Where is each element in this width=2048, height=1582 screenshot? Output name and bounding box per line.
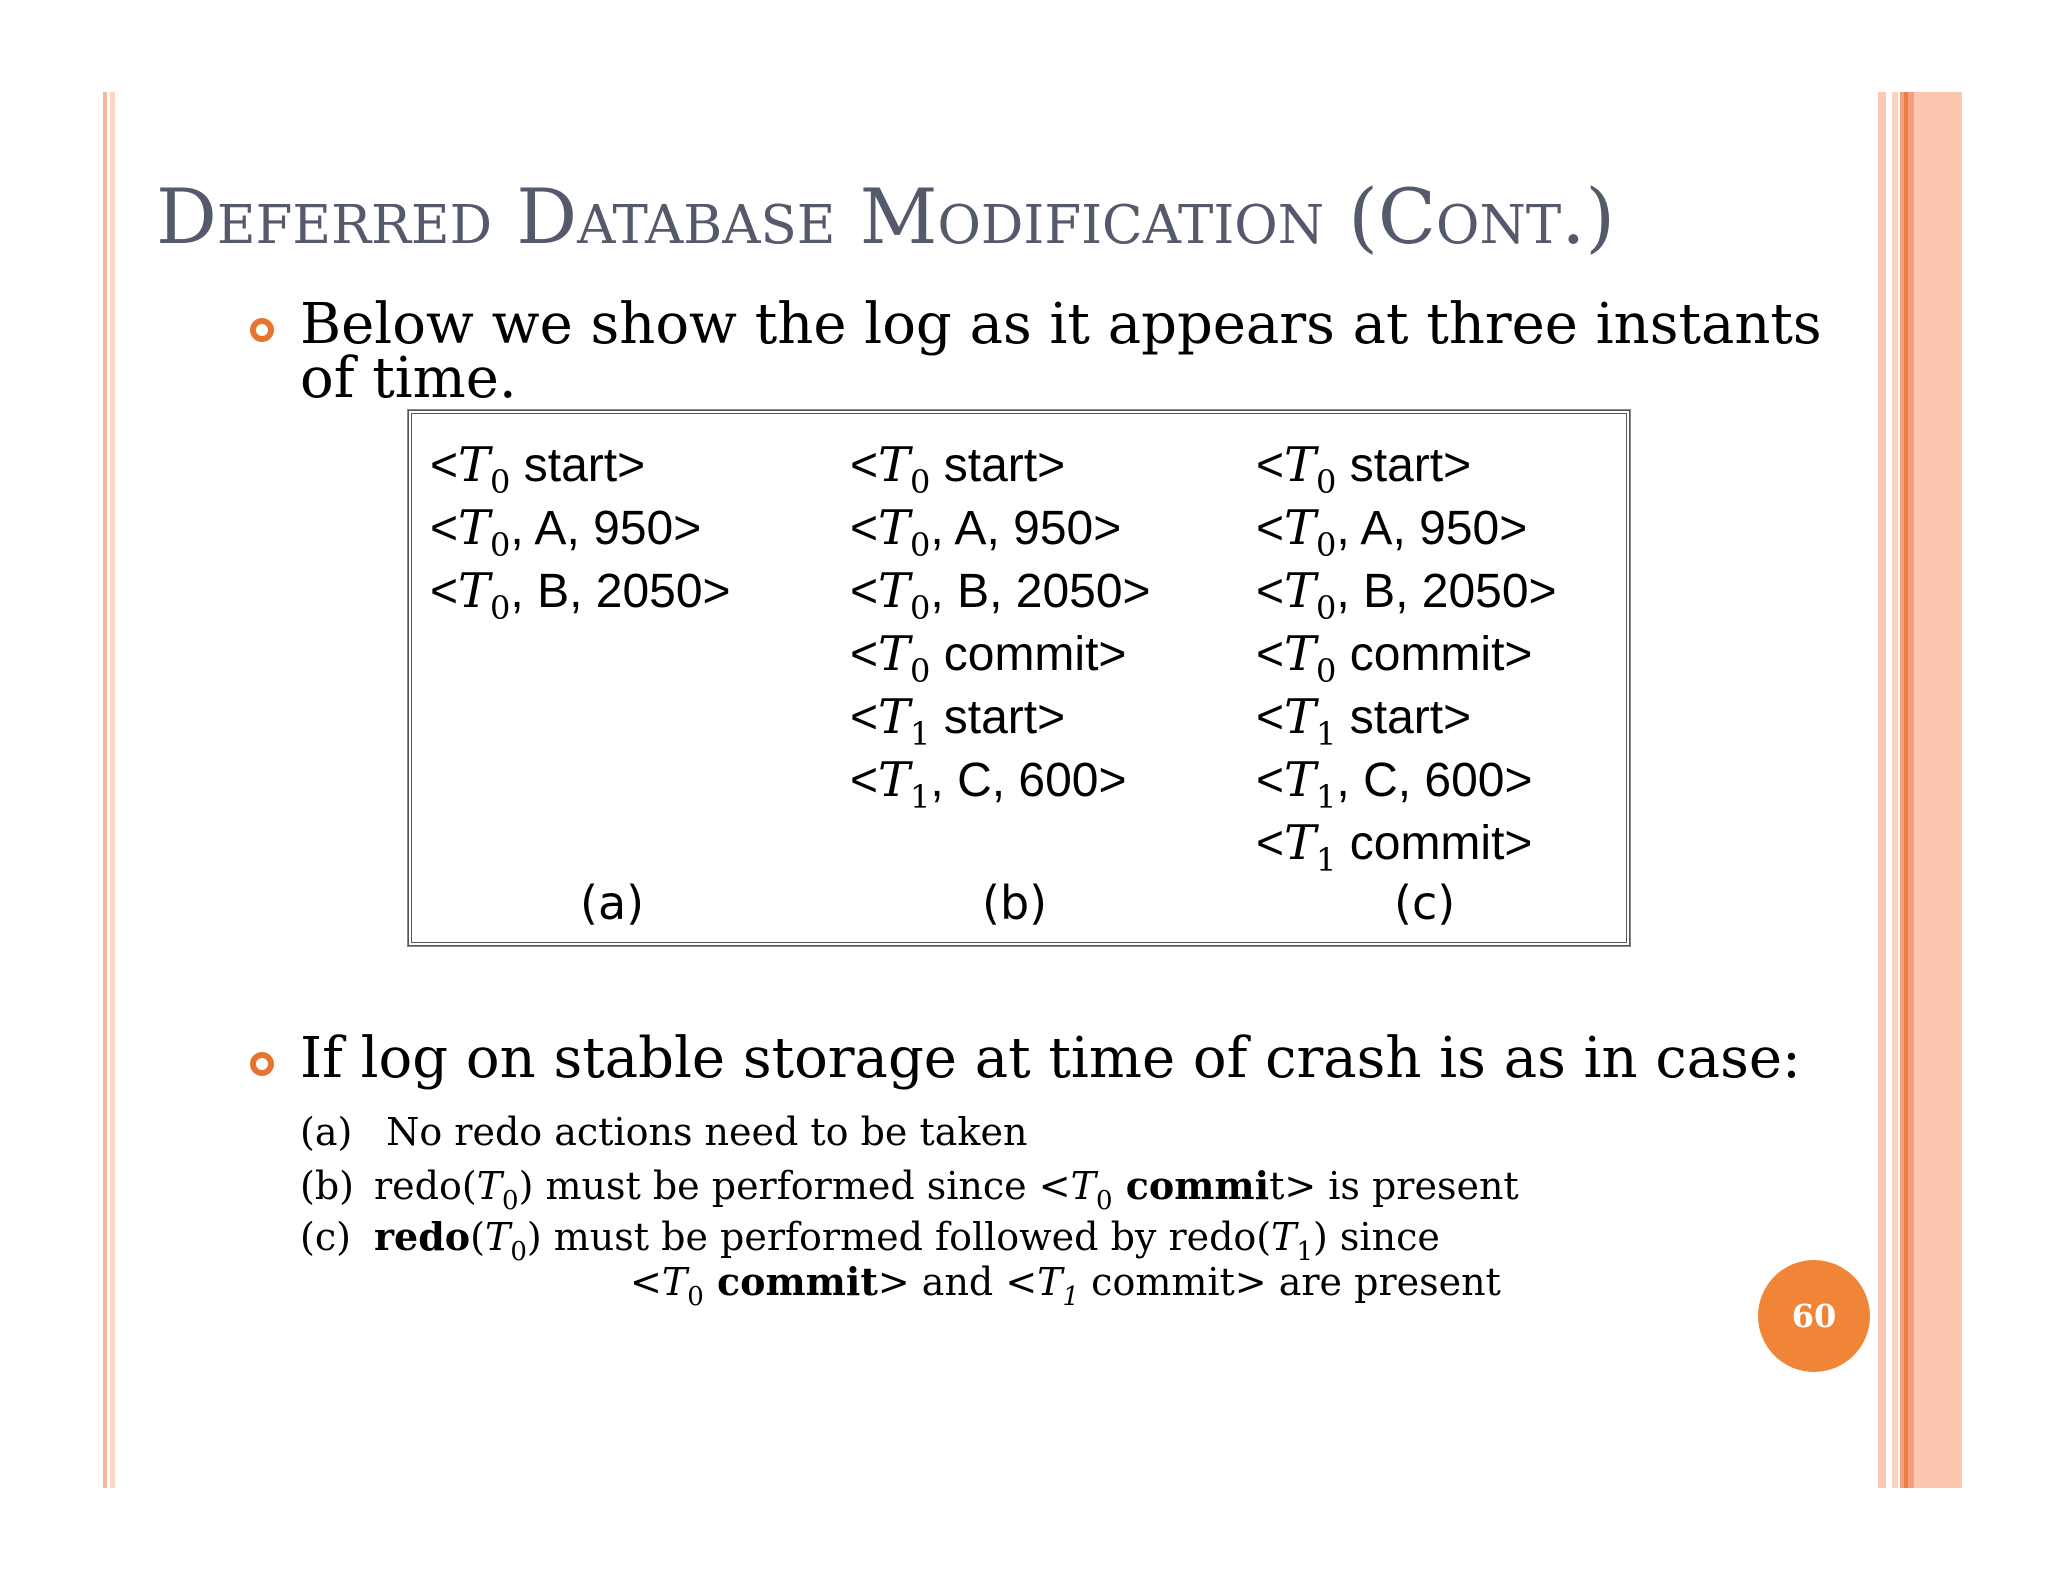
log-column-c — [1256, 434, 1557, 879]
log-transaction-var: T — [1284, 815, 1317, 871]
bullet-text-2: If log on stable storage at time of crash is as in case: — [300, 1026, 1801, 1091]
log-entry-text: , A, 950> — [1336, 502, 1528, 555]
log-entry-text: start> — [1336, 691, 1472, 744]
log-entry — [1256, 686, 1557, 753]
log-transaction-subscript: 0 — [910, 463, 931, 501]
case-b-line — [300, 1163, 1519, 1216]
case-bold-text: commi — [1112, 1163, 1270, 1208]
case-subscript: 1 — [1296, 1237, 1314, 1267]
case-text: ( — [470, 1215, 485, 1259]
log-entry-text: commit> — [1336, 817, 1533, 870]
log-caption-a: (a) — [580, 876, 645, 930]
log-transaction-var: T — [1284, 437, 1317, 493]
slide-title: Deferred Database Modification (Cont.) — [156, 172, 1616, 261]
log-transaction-var: T — [1284, 752, 1317, 808]
log-entry — [850, 560, 1151, 627]
case-var: T — [1271, 1215, 1297, 1259]
right-stripe-1 — [1878, 92, 1886, 1488]
bullet-line-2: of time. — [300, 346, 517, 411]
log-transaction-subscript: 0 — [910, 652, 931, 690]
log-column-b — [850, 434, 1151, 816]
log-transaction-var: T — [458, 437, 491, 493]
case-label: (c) — [300, 1215, 351, 1259]
log-transaction-var: T — [458, 500, 491, 556]
log-entry — [430, 560, 731, 627]
log-transaction-subscript: 0 — [910, 526, 931, 564]
case-subscript: 1 — [1062, 1282, 1080, 1312]
page-number-badge: 60 — [1758, 1260, 1870, 1372]
log-entry — [1256, 623, 1557, 690]
case-subscript: 0 — [687, 1282, 704, 1312]
log-transaction-var: T — [1284, 626, 1317, 682]
case-text: t> is present — [1269, 1164, 1519, 1208]
case-var: T — [661, 1260, 688, 1304]
log-entry — [1256, 749, 1557, 816]
log-transaction-var: T — [878, 500, 911, 556]
bullet-ring-icon — [250, 1052, 274, 1076]
bullet-text-1 — [300, 292, 1822, 411]
case-text: ) since — [1313, 1215, 1440, 1259]
log-bracket: < — [430, 565, 459, 618]
left-decorative-stripe — [103, 92, 107, 1488]
log-caption-b: (b) — [982, 876, 1048, 930]
log-transaction-var: T — [1284, 689, 1317, 745]
log-entry — [1256, 434, 1557, 501]
case-c-continuation — [630, 1259, 1501, 1312]
log-transaction-var: T — [458, 563, 491, 619]
right-decorative-stripes — [1878, 92, 1962, 1488]
log-bracket: < — [1256, 502, 1285, 555]
log-transaction-var: T — [878, 689, 911, 745]
log-entry — [850, 623, 1151, 690]
case-label: (b) — [300, 1164, 354, 1208]
log-bracket: < — [850, 754, 879, 807]
log-bracket: < — [1256, 565, 1285, 618]
case-var: T — [1070, 1164, 1096, 1208]
case-label: (a) — [300, 1110, 353, 1154]
log-entry — [850, 497, 1151, 564]
log-bracket: < — [430, 439, 459, 492]
log-entry — [430, 434, 731, 501]
log-bracket: < — [430, 502, 459, 555]
log-entry — [850, 686, 1151, 753]
log-transaction-subscript: 1 — [910, 715, 931, 753]
log-entry-text: , C, 600> — [1336, 754, 1533, 807]
case-bold-text: commit — [703, 1259, 878, 1304]
log-entry — [430, 497, 731, 564]
log-transaction-subscript: 1 — [1316, 841, 1337, 879]
case-c-line — [300, 1214, 1440, 1267]
log-bracket: < — [850, 502, 879, 555]
log-entry-text: start> — [930, 439, 1066, 492]
log-bracket: < — [850, 628, 879, 681]
right-stripe-2 — [1892, 92, 1898, 1488]
case-subscript: 0 — [502, 1186, 519, 1216]
log-transaction-var: T — [878, 563, 911, 619]
log-transaction-subscript: 0 — [1316, 526, 1337, 564]
log-transaction-subscript: 0 — [1316, 589, 1337, 627]
right-stripe-5 — [1914, 92, 1962, 1488]
log-entry-text: , C, 600> — [930, 754, 1127, 807]
log-transaction-var: T — [1284, 500, 1317, 556]
left-decorative-stripe-light — [110, 92, 115, 1488]
case-text: commit> are present — [1079, 1260, 1501, 1304]
log-entry-text: start> — [510, 439, 646, 492]
case-bold-text: redo — [374, 1214, 471, 1259]
log-caption-c: (c) — [1394, 876, 1456, 930]
log-transaction-subscript: 0 — [490, 526, 511, 564]
log-entry-text: , B, 2050> — [510, 565, 731, 618]
log-bracket: < — [850, 691, 879, 744]
case-text: No redo actions need to be taken — [386, 1110, 1028, 1154]
log-bracket: < — [850, 439, 879, 492]
log-transaction-subscript: 1 — [1316, 715, 1337, 753]
case-subscript: 0 — [1095, 1186, 1113, 1216]
log-transaction-var: T — [1284, 563, 1317, 619]
bullet-line-1: Below we show the log as it appears at three instants — [300, 292, 1822, 357]
log-transaction-subscript: 0 — [490, 463, 511, 501]
log-entry-text: commit> — [1336, 628, 1533, 681]
log-transaction-subscript: 0 — [1316, 463, 1337, 501]
log-entry — [850, 749, 1151, 816]
case-text: ) must be performed followed by redo( — [526, 1215, 1272, 1259]
log-transaction-var: T — [878, 437, 911, 493]
case-a-line — [300, 1110, 1027, 1154]
log-entry-text: , B, 2050> — [1336, 565, 1557, 618]
log-entry-text: , A, 950> — [930, 502, 1122, 555]
case-var: T — [476, 1164, 503, 1208]
log-bracket: < — [1256, 817, 1285, 870]
right-stripe-4 — [1904, 92, 1908, 1488]
log-transaction-subscript: 1 — [1316, 778, 1337, 816]
log-transaction-subscript: 1 — [910, 778, 931, 816]
case-var: T — [484, 1215, 511, 1259]
log-bracket: < — [1256, 628, 1285, 681]
case-var: T — [1037, 1260, 1063, 1304]
log-bracket: < — [850, 565, 879, 618]
log-column-a — [430, 434, 731, 627]
log-bracket: < — [1256, 754, 1285, 807]
log-entry-text: commit> — [930, 628, 1127, 681]
log-transaction-subscript: 0 — [1316, 652, 1337, 690]
case-text: ) must be performed since < — [518, 1164, 1071, 1208]
log-bracket: < — [1256, 691, 1285, 744]
log-entry — [850, 434, 1151, 501]
log-transaction-subscript: 0 — [490, 589, 511, 627]
case-text: > and < — [877, 1260, 1038, 1304]
log-transaction-var: T — [878, 752, 911, 808]
log-bracket: < — [1256, 439, 1285, 492]
log-entry — [1256, 812, 1557, 879]
log-entry-text: , B, 2050> — [930, 565, 1151, 618]
case-text: redo( — [374, 1164, 477, 1208]
case-subscript: 0 — [510, 1237, 527, 1267]
case-text: < — [630, 1260, 662, 1304]
log-entry-text: start> — [1336, 439, 1472, 492]
log-figure — [408, 410, 1630, 946]
log-transaction-subscript: 0 — [910, 589, 931, 627]
log-entry — [1256, 497, 1557, 564]
bullet-ring-icon — [250, 318, 274, 342]
log-entry-text: , A, 950> — [510, 502, 702, 555]
log-entry-text: start> — [930, 691, 1066, 744]
log-transaction-var: T — [878, 626, 911, 682]
log-entry — [1256, 560, 1557, 627]
